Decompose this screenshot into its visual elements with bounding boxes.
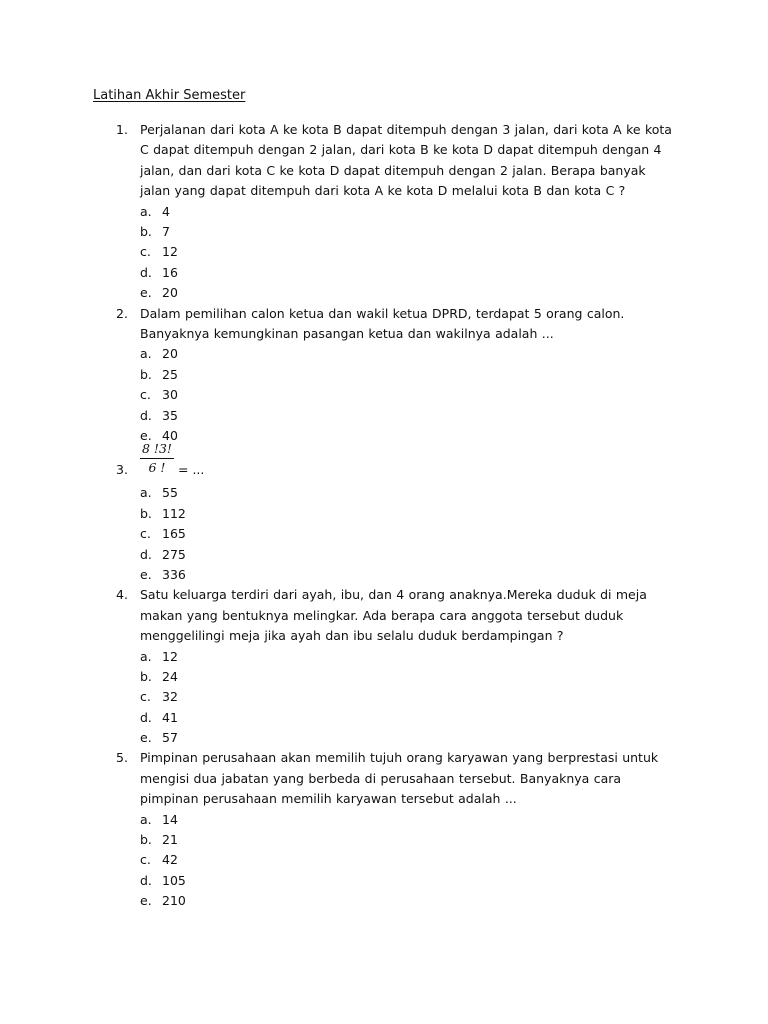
option-list: [140, 202, 676, 304]
option-e: [140, 565, 676, 585]
option-letter: a.: [140, 811, 152, 827]
option-value: 112: [162, 505, 186, 521]
fraction-numerator: 8 !3!: [140, 440, 174, 459]
option-value: 12: [162, 648, 178, 664]
option-d: [140, 406, 676, 426]
option-letter: a.: [140, 346, 152, 362]
question-number: 2.: [116, 305, 128, 321]
option-letter: b.: [140, 366, 152, 382]
option-e: [140, 728, 676, 748]
option-list: [140, 647, 676, 749]
option-letter: c.: [140, 526, 151, 542]
question-text: Satu keluarga terdiri dari ayah, ibu, dan 4 orang anaknya.Mereka duduk di meja makan yang bentuknya melingkar. Ada berapa cara anggota tersebut duduk menggelilingi meja jika ayah dan ibu selalu duduk berdampingan ?: [140, 587, 647, 644]
option-a: [140, 344, 676, 364]
option-list: [140, 810, 676, 912]
option-c: [140, 242, 676, 262]
question-number: 5.: [116, 750, 128, 766]
option-b: [140, 504, 676, 524]
option-letter: c.: [140, 689, 151, 705]
document-title: Latihan Akhir Semester: [93, 88, 246, 103]
option-value: 41: [162, 709, 178, 725]
question-number: 1.: [116, 122, 128, 137]
option-value: 40: [162, 427, 178, 443]
option-value: 20: [162, 285, 178, 301]
question-1: [116, 120, 676, 304]
option-e: [140, 891, 676, 911]
option-value: 55: [162, 485, 178, 501]
option-letter: e.: [140, 730, 152, 746]
option-letter: d.: [140, 264, 152, 280]
option-d: [140, 263, 676, 283]
option-letter: a.: [140, 648, 152, 664]
option-list: [140, 483, 676, 585]
option-value: 32: [162, 689, 178, 705]
option-b: [140, 667, 676, 687]
option-value: 42: [162, 852, 178, 868]
question-number: 3.: [116, 462, 128, 478]
option-b: [140, 830, 676, 850]
option-letter: d.: [140, 872, 152, 888]
option-a: [140, 647, 676, 667]
question-list: [116, 120, 676, 912]
option-value: 21: [162, 832, 178, 848]
option-value: 210: [162, 893, 186, 909]
option-letter: e.: [140, 285, 152, 301]
option-value: 35: [162, 407, 178, 423]
question-3: [116, 441, 676, 585]
fraction-line: [116, 441, 676, 483]
option-letter: b.: [140, 505, 152, 521]
question-text: Dalam pemilihan calon ketua dan wakil ketua DPRD, terdapat 5 orang calon. Banyaknya kemungkinan pasangan ketua dan wakilnya adalah ...: [140, 305, 625, 341]
option-b: [140, 365, 676, 385]
option-letter: e.: [140, 566, 152, 582]
option-value: 4: [162, 203, 170, 219]
option-list: [140, 344, 676, 446]
question-4: [116, 585, 676, 748]
option-letter: a.: [140, 203, 152, 219]
option-letter: d.: [140, 407, 152, 423]
option-a: [140, 202, 676, 222]
option-value: 30: [162, 387, 178, 403]
question-5: [116, 748, 676, 911]
option-b: [140, 222, 676, 242]
option-d: [140, 545, 676, 565]
equals-ellipsis: = ...: [178, 462, 205, 478]
option-value: 336: [162, 566, 186, 582]
option-letter: e.: [140, 893, 152, 909]
option-value: 165: [162, 526, 186, 542]
option-letter: e.: [140, 427, 152, 443]
option-value: 57: [162, 730, 178, 746]
option-value: 12: [162, 244, 178, 260]
question-number: 4.: [116, 587, 128, 603]
option-letter: b.: [140, 832, 152, 848]
option-letter: c.: [140, 852, 151, 868]
option-d: [140, 871, 676, 891]
question-2: [116, 304, 676, 447]
option-c: [140, 385, 676, 405]
option-value: 105: [162, 872, 186, 888]
option-c: [140, 850, 676, 870]
option-value: 16: [162, 264, 178, 280]
option-value: 7: [162, 224, 170, 240]
option-value: 25: [162, 366, 178, 382]
option-value: 24: [162, 668, 178, 684]
option-c: [140, 524, 676, 544]
question-text: Perjalanan dari kota A ke kota B dapat ditempuh dengan 3 jalan, dari kota A ke kota C dapat ditempuh dengan 2 jalan, dari kota B ke kota D dapat ditempuh dengan 4 jalan, dan dari kota C ke kota D dapat ditempuh dengan 2 jalan. Berapa banyak jalan yang dapat ditempuh dari kota A ke kota D melalui kota B dan kota C ?: [140, 122, 672, 199]
option-a: [140, 810, 676, 830]
fraction-denominator: 6 !: [148, 460, 166, 476]
option-letter: a.: [140, 485, 152, 501]
option-c: [140, 687, 676, 707]
option-letter: b.: [140, 668, 152, 684]
option-value: 20: [162, 346, 178, 362]
option-letter: d.: [140, 709, 152, 725]
option-letter: c.: [140, 387, 151, 403]
option-letter: c.: [140, 244, 151, 260]
option-e: [140, 426, 676, 446]
option-d: [140, 708, 676, 728]
option-letter: d.: [140, 546, 152, 562]
option-e: [140, 283, 676, 303]
option-value: 14: [162, 811, 178, 827]
factorial-fraction: [140, 440, 174, 476]
question-text: Pimpinan perusahaan akan memilih tujuh orang karyawan yang berprestasi untuk mengisi dua jabatan yang berbeda di perusahaan tersebut. Banyaknya cara pimpinan perusahaan memilih karyawan tersebut adalah ...: [140, 750, 659, 807]
option-a: [140, 483, 676, 503]
option-letter: b.: [140, 224, 152, 240]
option-value: 275: [162, 546, 186, 562]
